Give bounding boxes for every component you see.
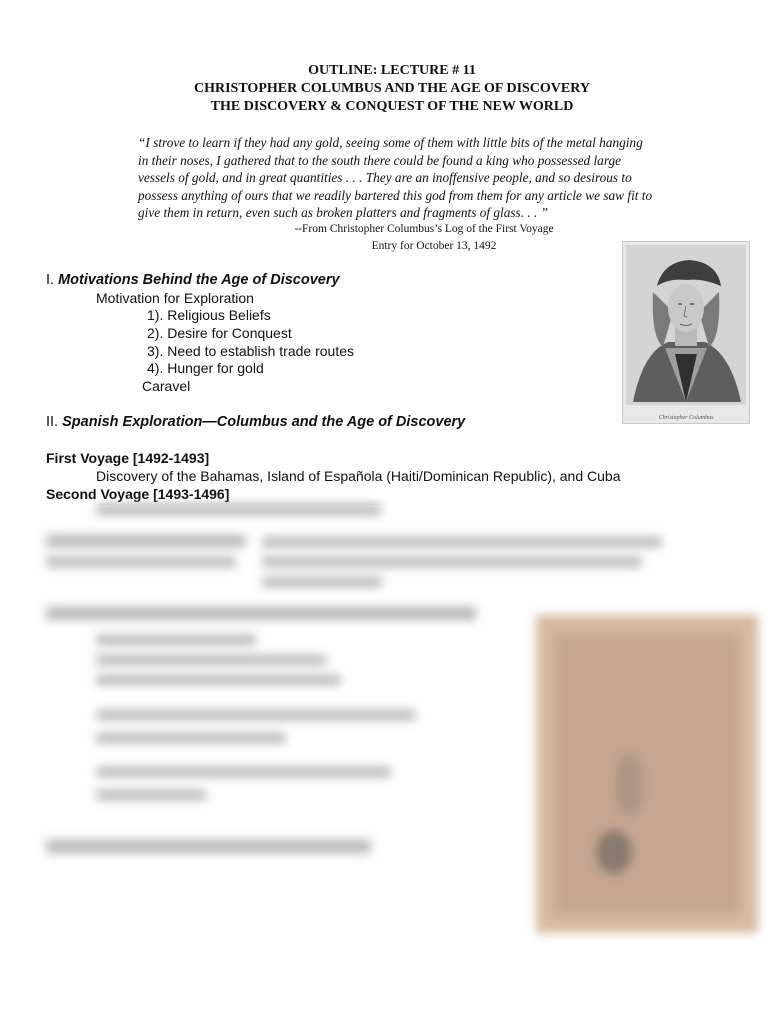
quote-line: in their noses, I gathered that to the south there could be found a king who possessed large	[138, 152, 622, 168]
portrait-illustration	[623, 242, 749, 423]
list-item: 2). Desire for Conquest	[147, 325, 292, 341]
section-number: II.	[46, 414, 63, 430]
subheading: Motivation for Exploration	[96, 290, 254, 306]
list-item-caravel: Caravel	[142, 378, 191, 394]
first-voyage-heading: First Voyage [1492-1493]	[46, 450, 210, 466]
section-heading-2	[46, 414, 465, 430]
section-number: I.	[46, 272, 59, 288]
portrait-caption: Christopher Columbus	[658, 415, 714, 421]
quote-date: Entry for October 13, 1492	[371, 240, 497, 252]
list-item: 4). Hunger for gold	[147, 360, 264, 376]
section-heading-1	[46, 272, 340, 288]
preview-fade	[0, 505, 784, 1015]
section-title: Spanish Exploration—Columbus and the Age of Discovery	[62, 414, 466, 430]
lecture-title: CHRISTOPHER COLUMBUS AND THE AGE OF DISCOVERY	[194, 81, 590, 96]
first-voyage-detail: Discovery of the Bahamas, Island of Española (Haiti/Dominican Republic), and Cuba	[96, 468, 621, 484]
quote-attribution: --From Christopher Columbus’s Log of the First Voyage	[294, 223, 554, 235]
outline-title: OUTLINE: LECTURE # 11	[308, 63, 476, 78]
section-title: Motivations Behind the Age of Discovery	[58, 272, 340, 288]
lecture-subtitle: THE DISCOVERY & CONQUEST OF THE NEW WORLD	[210, 99, 574, 114]
list-item: 3). Need to establish trade routes	[147, 343, 355, 359]
quote-line: possess anything of ours that we readily bartered this god from them for any article we saw fit to	[138, 187, 653, 203]
columbus-portrait	[622, 241, 750, 424]
quote-line: vessels of gold, and in great quantities . . . They are an inoffensive people, and so desirous to	[138, 170, 632, 186]
quote-line: give them in return, even such as broken platters and fragments of glass. . . ”	[138, 205, 549, 221]
quote-line: “I strove to learn if they had any gold, seeing some of them with little bits of the metal hanging	[138, 135, 643, 150]
second-voyage-heading: Second Voyage [1493-1496]	[46, 486, 230, 502]
list-item: 1). Religious Beliefs	[147, 307, 271, 323]
columbus-quote	[138, 134, 748, 222]
